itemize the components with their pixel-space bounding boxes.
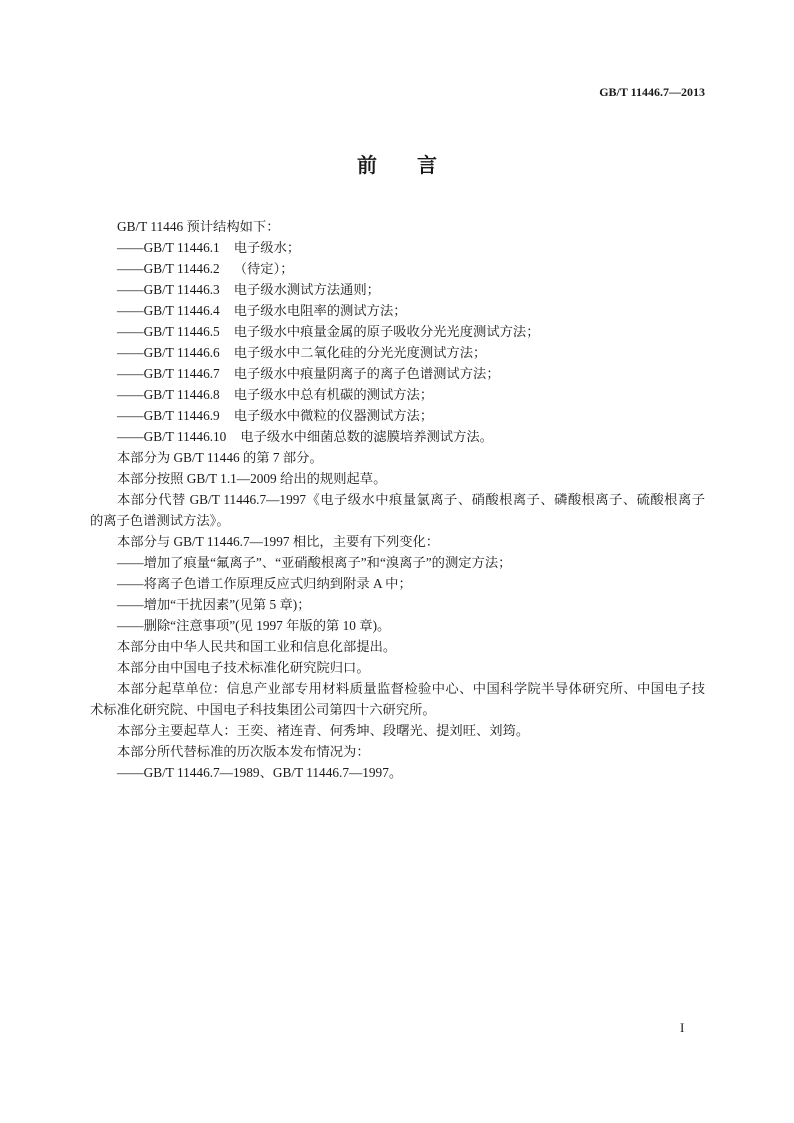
standard-number-header: GB/T 11446.7—2013 — [599, 85, 705, 99]
change-item: ——增加“干扰因素”(见第 5 章)； — [117, 597, 311, 612]
drafting-units-line-1: 本部分起草单位：信息产业部专用材料质量监督检验中心、中国科学院半导体研究所、中国电子技 — [117, 681, 705, 696]
changes-intro: 本部分与 GB/T 11446.7—1997 相比，主要有下列变化： — [117, 534, 440, 549]
part-code: ——GB/T 11446.3 — [117, 282, 220, 297]
preface-body — [90, 216, 705, 783]
part-code: ——GB/T 11446.2 — [117, 261, 220, 276]
change-item: ——增加了痕量“氟离子”、“亚硝酸根离子”和“溴离子”的测定方法； — [117, 555, 512, 570]
part-code: ——GB/T 11446.10 — [117, 429, 227, 444]
part-code: ——GB/T 11446.9 — [117, 408, 220, 423]
part-list-item — [90, 384, 705, 405]
page-title: 前 言 — [357, 153, 447, 177]
part-code: ——GB/T 11446.8 — [117, 387, 220, 402]
part-list-item — [90, 321, 705, 342]
part-list-item — [90, 342, 705, 363]
part-title: 电子级水中痕量金属的原子吸收分光光度测试方法； — [233, 324, 540, 339]
structure-intro: GB/T 11446 预计结构如下： — [117, 219, 280, 234]
drafting-rules: 本部分按照 GB/T 1.1—2009 给出的规则起草。 — [117, 471, 387, 486]
part-list-item — [90, 237, 705, 258]
part-list-item — [90, 363, 705, 384]
drafters: 本部分主要起草人：王奕、褚连青、何秀坤、段曙光、提刘旺、刘筠。 — [117, 723, 530, 738]
centralized-by: 本部分由中国电子技术标准化研究院归口。 — [117, 660, 370, 675]
part-title: 电子级水中二氧化硅的分光光度测试方法； — [233, 345, 487, 360]
part-title: 电子级水中总有机碳的测试方法； — [233, 387, 434, 402]
change-item: ——将离子色谱工作原理反应式归纳到附录 A 中； — [117, 576, 412, 591]
replaces-line-2: 的离子色谱测试方法》。 — [90, 513, 230, 528]
part-statement: 本部分为 GB/T 11446 的第 7 部分。 — [117, 450, 323, 465]
change-item: ——删除“注意事项”(见 1997 年版的第 10 章)。 — [117, 618, 391, 633]
drafting-units-line-2: 术标准化研究院、中国电子科技集团公司第四十六研究所。 — [90, 702, 436, 717]
part-title: 电子级水中微粒的仪器测试方法； — [233, 408, 434, 423]
part-list-item — [90, 279, 705, 300]
page-number: I — [680, 1020, 685, 1035]
part-list-item — [90, 258, 705, 279]
proposed-by: 本部分由中华人民共和国工业和信息化部提出。 — [117, 639, 397, 654]
replaces-line-1: 本部分代替 GB/T 11446.7—1997《电子级水中痕量氯离子、硝酸根离子、磷酸根离子、硫酸根离子 — [117, 492, 705, 507]
history-item: ——GB/T 11446.7—1989、GB/T 11446.7—1997。 — [117, 765, 403, 780]
part-list-item — [90, 426, 705, 447]
part-title: 电子级水中细菌总数的滤膜培养测试方法。 — [240, 429, 493, 444]
part-title: 电子级水电阻率的测试方法； — [233, 303, 407, 318]
part-code: ——GB/T 11446.4 — [117, 303, 220, 318]
part-code: ——GB/T 11446.5 — [117, 324, 220, 339]
part-code: ——GB/T 11446.7 — [117, 366, 220, 381]
history-intro: 本部分所代替标准的历次版本发布情况为： — [117, 744, 370, 759]
part-list-item — [90, 405, 705, 426]
part-list-item — [90, 300, 705, 321]
part-code: ——GB/T 11446.1 — [117, 240, 220, 255]
part-code: ——GB/T 11446.6 — [117, 345, 220, 360]
part-title: 电子级水测试方法通则； — [233, 282, 380, 297]
part-title: 电子级水中痕量阴离子的离子色谱测试方法； — [233, 366, 500, 381]
part-title: （待定）； — [233, 261, 294, 276]
part-title: 电子级水； — [233, 240, 301, 255]
